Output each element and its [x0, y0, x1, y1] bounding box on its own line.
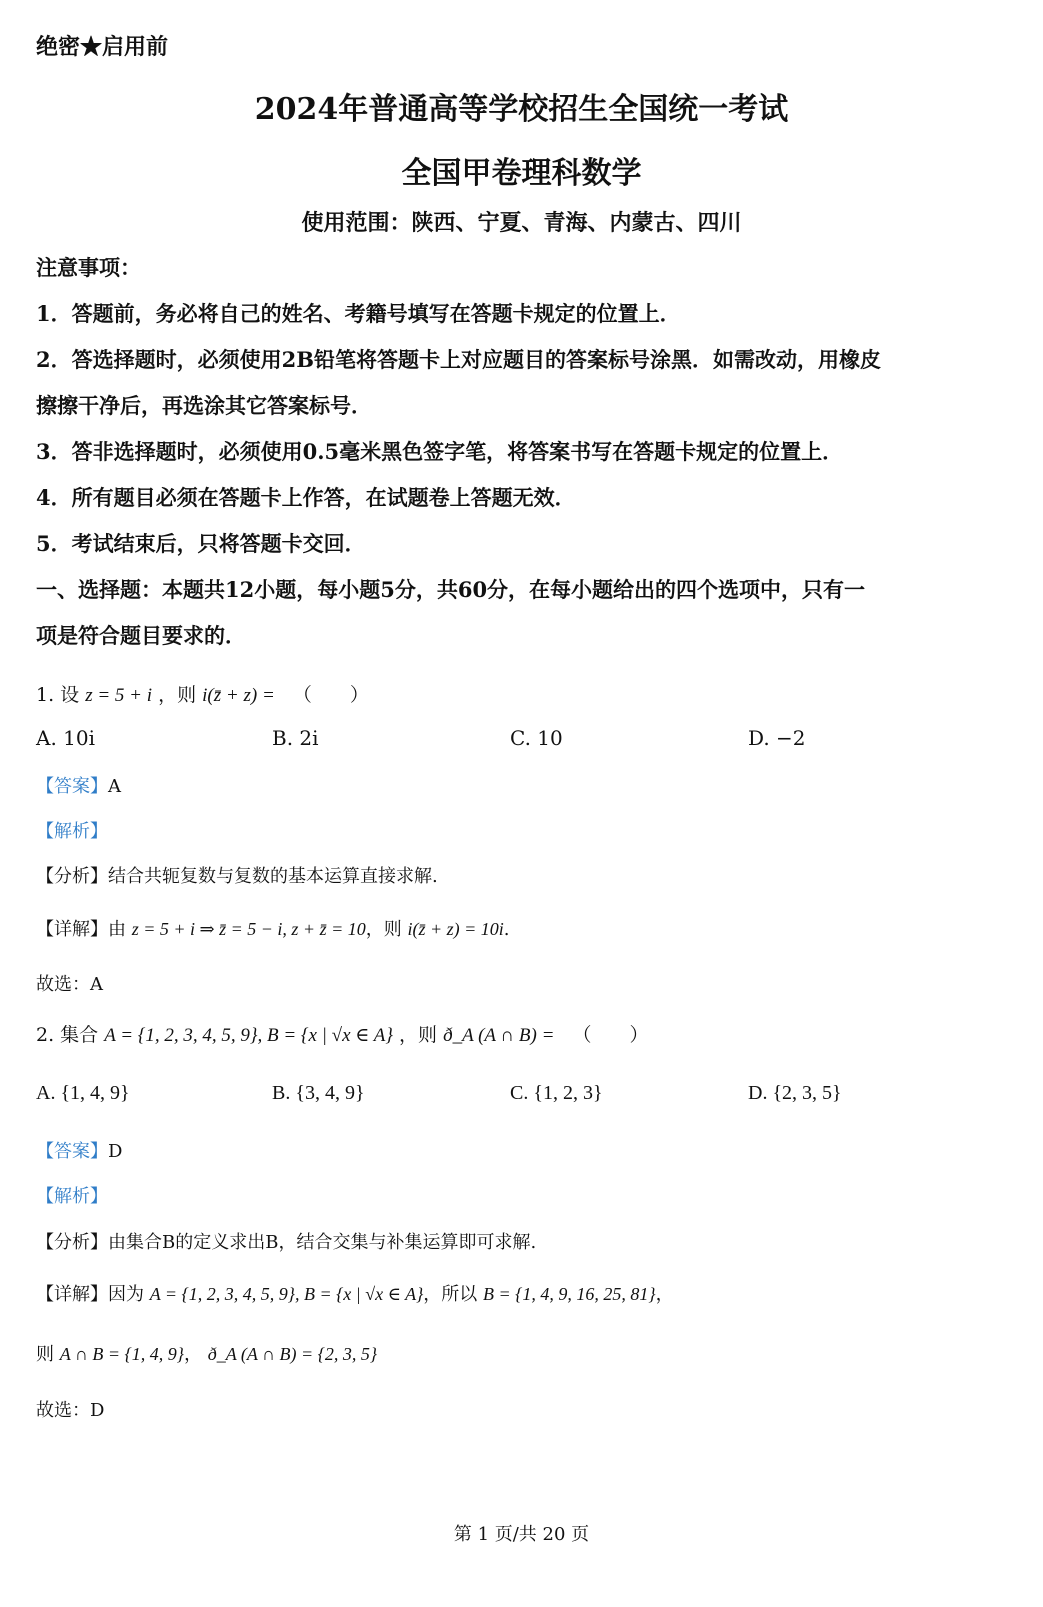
q1-fenxi	[36, 862, 438, 888]
q2-expression: ð_A (A ∩ B) =	[443, 1025, 555, 1046]
q2-xiangjie-math: A = {1, 2, 3, 4, 5, 9}, B = {x | √x ∈ A}	[149, 1284, 424, 1304]
notes-heading: 注意事项：	[36, 255, 141, 280]
q2-answer	[36, 1137, 122, 1163]
q1-option-c: C. 10	[510, 726, 563, 750]
q1-answer	[36, 772, 121, 798]
q2-xiangjie-math2: B = {1, 4, 9, 16, 25, 81}	[483, 1284, 656, 1304]
q1-answer-value: A	[108, 776, 121, 797]
q2-xiangjie-pre: 因为	[108, 1284, 144, 1305]
q2-option-d: D. {2, 3, 5}	[748, 1082, 842, 1104]
q1-xiangjie-math2: i(z̄ + z) = 10i	[407, 919, 504, 939]
q1-answer-tag: 【答案】	[36, 776, 108, 797]
q1-xiangjie-tag: 【详解】	[36, 919, 108, 940]
q2-option-a: A. {1, 4, 9}	[36, 1082, 130, 1104]
q1-xiangjie-end: .	[503, 919, 510, 940]
q2-xiangjie-end: ，	[655, 1284, 674, 1305]
secret-label: 绝密★启用前	[36, 34, 169, 60]
q1-xiangjie	[36, 915, 509, 941]
exam-title: 2024年普通高等学校招生全国统一考试	[254, 92, 789, 127]
q2-analysis	[36, 1182, 108, 1208]
usage-scope: 使用范围：陕西、宁夏、青海、内蒙古、四川	[301, 210, 742, 236]
q2-fenxi-tag: 【分析】	[36, 1232, 108, 1253]
note-item-5: 5．考试结束后，只将答题卡交回．	[36, 531, 366, 556]
q2-option-c: C. {1, 2, 3}	[510, 1082, 603, 1104]
q2-option-b: B. {3, 4, 9}	[272, 1082, 365, 1104]
q1-option-d: D. −2	[748, 726, 806, 750]
q2-fenxi-text: 由集合B的定义求出B，结合交集与补集运算即可求解.	[108, 1232, 537, 1253]
q2-answer-paren: （ ）	[572, 1024, 649, 1046]
q2-line2-math2: ð_A (A ∩ B) = {2, 3, 5}	[207, 1344, 378, 1364]
section-heading: 一、选择题：本题共12小题，每小题5分，共60分，在每小题给出的四个选项中，只有一	[36, 577, 866, 602]
q1-xiangjie-pre: 由	[108, 919, 126, 940]
question-1-stem	[36, 680, 369, 707]
q2-xiangjie-tag: 【详解】	[36, 1284, 108, 1305]
q1-analysis	[36, 817, 108, 843]
section-heading-cont: 项是符合题目要求的．	[36, 623, 246, 648]
q1-option-b: B. 2i	[272, 726, 319, 750]
page-footer: 第 1 页/共 20 页	[453, 1524, 590, 1545]
note-item-2: 2．答选择题时，必须使用2B铅笔将答题卡上对应题目的答案标号涂黑．如需改动，用橡皮	[36, 347, 881, 372]
q1-answer-paren: （ ）	[292, 684, 369, 706]
q1-xiangjie-math: z = 5 + i ⇒ z̄ = 5 − i, z + z̄ = 10	[131, 919, 366, 939]
q1-fenxi-text: 结合共轭复数与复数的基本运算直接求解.	[108, 866, 438, 887]
q2-conclusion: 故选：D	[36, 1400, 105, 1421]
q1-option-a: A. 10i	[36, 726, 96, 750]
q2-line2-pre: 则	[36, 1344, 54, 1365]
note-item-1: 1．答题前，务必将自己的姓名、考籍号填写在答题卡规定的位置上．	[36, 301, 681, 326]
note-item-4: 4．所有题目必须在答题卡上作答，在试题卷上答题无效．	[36, 485, 576, 510]
q2-line2-math: A ∩ B = {1, 4, 9}	[59, 1344, 184, 1364]
q2-line2-sep: ，	[183, 1344, 202, 1365]
q1-then: ，则	[158, 684, 197, 706]
q2-xiangjie	[36, 1280, 674, 1306]
note-item-2-cont: 擦擦干净后，再选涂其它答案标号．	[36, 393, 372, 418]
note-item-3: 3．答非选择题时，必须使用0.5毫米黑色签字笔，将答案书写在答题卡规定的位置上．	[36, 439, 844, 464]
q1-analysis-tag: 【解析】	[36, 821, 108, 842]
q1-xiangjie-mid: ，则	[365, 919, 402, 940]
q1-expression: i(z̄ + z) =	[202, 685, 275, 706]
question-2-stem	[36, 1020, 648, 1047]
q1-prefix: 1. 设	[36, 684, 80, 706]
q2-then: ，则	[399, 1024, 438, 1046]
q1-z-def: z = 5 + i	[85, 685, 153, 706]
exam-subtitle: 全国甲卷理科数学	[401, 156, 642, 191]
q2-answer-value: D	[108, 1141, 123, 1162]
q1-conclusion: 故选：A	[36, 974, 103, 995]
q2-set-def: A = {1, 2, 3, 4, 5, 9}, B = {x | √x ∈ A}	[104, 1025, 393, 1046]
q2-analysis-tag: 【解析】	[36, 1186, 108, 1207]
q2-answer-tag: 【答案】	[36, 1141, 108, 1162]
q1-fenxi-tag: 【分析】	[36, 866, 108, 887]
q2-fenxi	[36, 1228, 536, 1254]
q2-xiangjie-mid: ，所以	[423, 1284, 478, 1305]
q2-prefix: 2. 集合	[36, 1024, 99, 1046]
q2-xiangjie-line2	[36, 1340, 377, 1366]
